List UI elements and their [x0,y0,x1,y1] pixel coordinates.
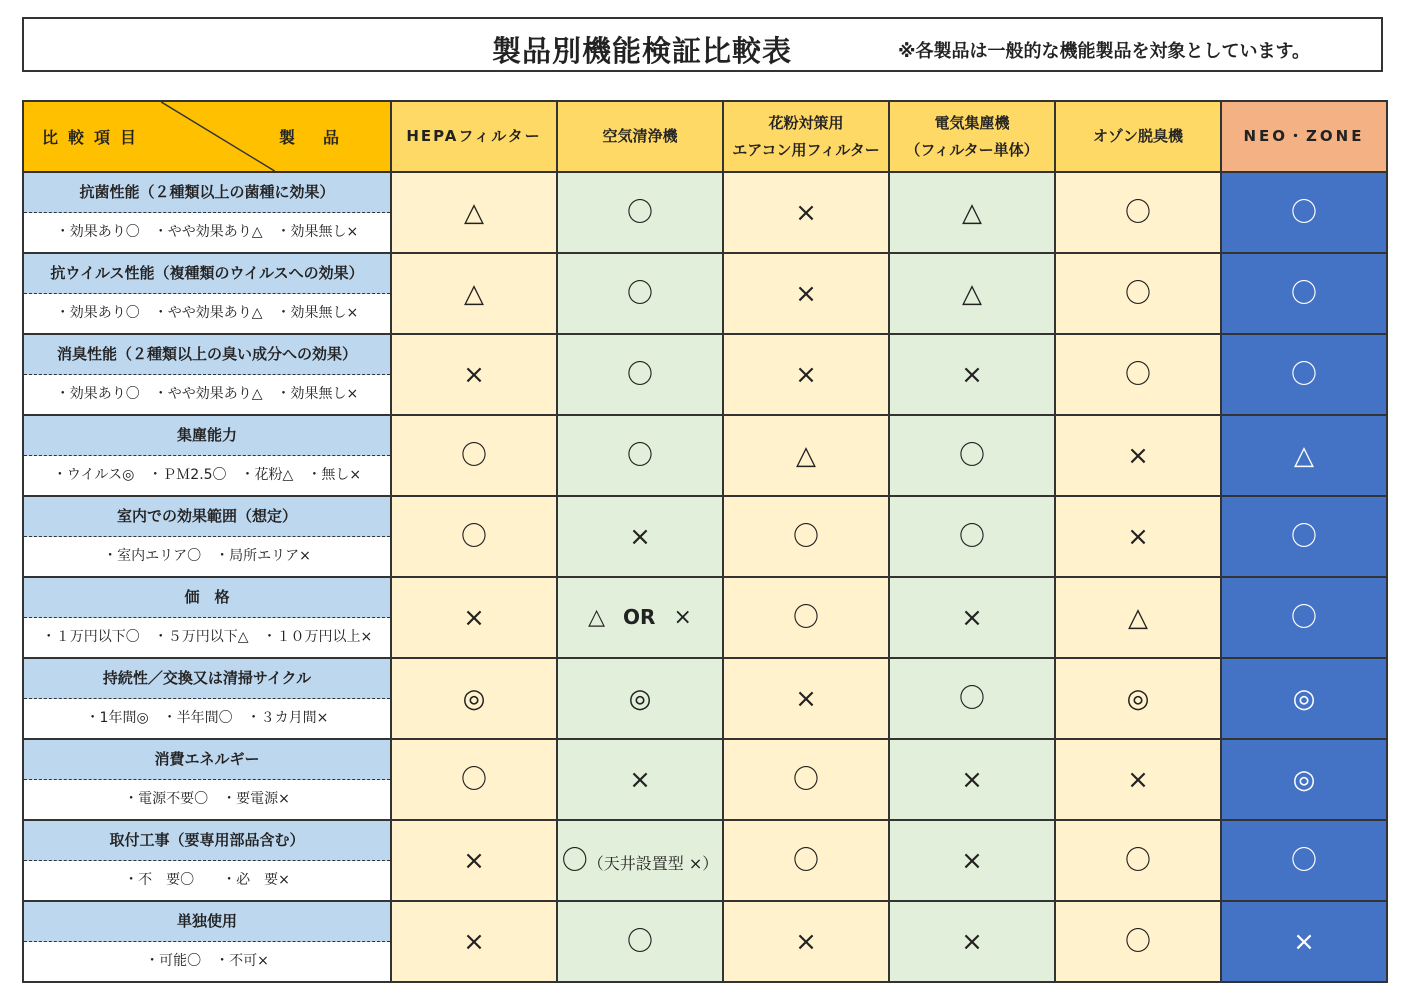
mark-cell [889,334,1055,415]
rating-mark: × [961,926,983,957]
mark-cell [889,253,1055,334]
rating-mark: × [463,359,485,390]
row-item-title: 抗ウイルス性能（複種類のウイルスへの効果） [24,254,390,294]
rating-mark: △ [1294,440,1314,471]
mark-cell [557,415,723,496]
mark-cell-neo [1221,820,1387,901]
row-label [23,172,391,253]
rating-mark: 〇 [1124,359,1151,390]
row-label [23,334,391,415]
row-item-title: 集塵能力 [24,416,390,456]
page-title: 製品別機能検証比較表 [492,34,793,68]
rating-mark: 〇 [1124,197,1151,228]
table-row [23,253,1387,334]
rating-mark: 〇 [1290,359,1317,390]
rating-mark: × [795,278,817,309]
product-name: オゾン脱臭機 [1092,127,1183,145]
row-item-title: 取付工事（要専用部品含む） [24,821,390,861]
row-item-title: 持続性／交換又は清掃サイクル [24,659,390,699]
corner-label-items: 比較項目 [42,128,147,147]
product-name: 電気集塵機 [934,113,1010,132]
mark-cell [723,415,889,496]
mark-cell [1055,901,1221,982]
mark-cell-neo [1221,739,1387,820]
product-name: HEPAフィルター [406,127,542,145]
header-row [23,101,1387,172]
row-criteria: ・電源不要〇 ・要電源× [24,780,390,819]
rating-mark: 〇 [460,764,487,795]
row-criteria: ・１万円以下〇 ・５万円以下△ ・１０万円以上× [24,618,390,657]
rating-mark: 〇 [1124,845,1151,876]
mark-cell [391,496,557,577]
mark-cell [889,496,1055,577]
row-label [23,253,391,334]
mark-cell [557,901,723,982]
rating-mark: 〇 [792,521,819,552]
mark-cell [391,172,557,253]
rating-mark: 〇 [626,926,653,957]
mark-cell [723,172,889,253]
rating-mark: × [795,197,817,228]
row-criteria: ・効果あり〇 ・やや効果あり△ ・効果無し× [24,375,390,414]
mark-cell [391,658,557,739]
mark-cell [557,172,723,253]
rating-mark: 〇 [1124,926,1151,957]
mark-cell [391,253,557,334]
mark-cell [889,577,1055,658]
install-note: （天井設置型 ×） [587,853,719,873]
rating-mark: × [1127,764,1149,795]
title-note: ※各製品は一般的な機能製品を対象としています。 [898,41,1311,62]
rating-mark: ◎ [1292,764,1316,795]
product-header-air-purifier [557,101,723,172]
rating-mark: × [795,926,817,957]
rating-mark: 〇 [626,278,653,309]
row-criteria: ・1年間◎ ・半年間〇 ・３カ月間× [24,699,390,738]
mark-cell-neo [1221,172,1387,253]
rating-mark: 〇 [1290,197,1317,228]
rating-mark: 〇 [1290,602,1317,633]
mark-cell [723,253,889,334]
table-row [23,577,1387,658]
mark-cell [723,577,889,658]
mark-cell [723,496,889,577]
mark-cell-install-note [557,820,723,901]
row-item-title: 抗菌性能（２種類以上の菌種に効果） [24,173,390,213]
mark-cell [889,415,1055,496]
row-label [23,415,391,496]
mark-cell [557,334,723,415]
row-label [23,739,391,820]
row-criteria: ・室内エリア〇 ・局所エリア× [24,537,390,576]
table-row [23,901,1387,982]
row-label [23,496,391,577]
mark-cell-neo [1221,901,1387,982]
rating-mark: 〇 [460,440,487,471]
product-header-hepa [391,101,557,172]
product-header-ozone [1055,101,1221,172]
rating-mark: △ [1128,602,1148,633]
row-label [23,820,391,901]
rating-mark: 〇 [1290,521,1317,552]
mark-cell-neo [1221,577,1387,658]
mark-cell [557,253,723,334]
mark-cell-price-range [557,577,723,658]
mark-cell [889,820,1055,901]
mark-cell [557,496,723,577]
rating-mark: ◎ [462,683,486,714]
rating-mark: × [961,764,983,795]
mark-cell [1055,253,1221,334]
row-criteria: ・ウイルス◎ ・ＰＭ2.5〇 ・花粉△ ・無し× [24,456,390,495]
comparison-table [22,100,1388,983]
rating-mark: × [795,359,817,390]
rating-mark: × [629,521,651,552]
row-label [23,577,391,658]
mark-cell [723,901,889,982]
mark-cell [391,901,557,982]
product-name: NEO・ZONE [1243,127,1365,145]
product-name: 空気清浄機 [602,127,678,145]
rating-mark: △ [962,197,982,228]
corner-header [23,101,391,172]
mark-cell [723,334,889,415]
mark-cell-neo [1221,496,1387,577]
table-row [23,739,1387,820]
rating-mark: 〇 [626,197,653,228]
mark-cell [889,658,1055,739]
row-item-title: 価 格 [24,578,390,618]
rating-mark: × [961,359,983,390]
product-name: 花粉対策用 [768,113,844,132]
product-header-electrostatic [889,101,1055,172]
rating-mark: × [673,605,692,630]
row-criteria: ・効果あり〇 ・やや効果あり△ ・効果無し× [24,294,390,333]
row-criteria: ・効果あり〇 ・やや効果あり△ ・効果無し× [24,213,390,252]
mark-cell [391,820,557,901]
mark-cell-neo [1221,253,1387,334]
mark-cell [1055,820,1221,901]
rating-mark: 〇 [1290,845,1317,876]
mark-cell [391,577,557,658]
rating-mark: × [1127,440,1149,471]
mark-cell-neo [1221,658,1387,739]
table-row [23,172,1387,253]
row-item-title: 室内での効果範囲（想定） [24,497,390,537]
rating-mark: × [463,845,485,876]
or-text: OR [623,605,656,629]
rating-mark: △ [796,440,816,471]
rating-mark: 〇 [626,359,653,390]
row-label [23,658,391,739]
corner-label-products: 製品 [279,128,368,147]
mark-cell [889,172,1055,253]
rating-mark: × [463,926,485,957]
rating-mark: × [961,845,983,876]
rating-mark: ◎ [628,683,652,714]
rating-mark: × [795,683,817,714]
mark-cell [889,901,1055,982]
rating-mark: 〇 [958,683,985,714]
table-row [23,415,1387,496]
rating-mark: 〇 [958,521,985,552]
mark-cell [391,334,557,415]
row-criteria: ・不 要〇 ・必 要× [24,861,390,900]
row-item-title: 単独使用 [24,902,390,942]
mark-cell [1055,415,1221,496]
rating-mark: 〇 [792,764,819,795]
table-row [23,334,1387,415]
mark-cell-neo [1221,334,1387,415]
mark-cell [1055,739,1221,820]
rating-mark: × [629,764,651,795]
mark-cell [889,739,1055,820]
rating-mark: △ [464,197,484,228]
rating-mark: × [1293,926,1315,957]
row-item-title: 消費エネルギー [24,740,390,780]
mark-cell [1055,334,1221,415]
table-row [23,658,1387,739]
rating-mark: × [463,602,485,633]
mark-cell-neo [1221,415,1387,496]
product-name-sub: エアコン用フィルター [732,140,880,159]
rating-mark: △ [588,605,606,630]
mark-cell [557,739,723,820]
product-name-sub: （フィルター単体） [905,140,1039,159]
title-box [22,17,1383,72]
mark-cell [723,739,889,820]
mark-cell [1055,658,1221,739]
rating-mark: ◎ [1126,683,1150,714]
mark-cell [723,820,889,901]
mark-cell [391,739,557,820]
product-header-pollen-filter [723,101,889,172]
mark-cell [557,658,723,739]
rating-mark: 〇 [626,440,653,471]
rating-mark: △ [464,278,484,309]
rating-mark: 〇 [958,440,985,471]
table-row [23,496,1387,577]
mark-cell [1055,172,1221,253]
row-item-title: 消臭性能（２種類以上の臭い成分への効果） [24,335,390,375]
mark-cell [391,415,557,496]
price-range-marks [588,605,692,630]
table-row [23,820,1387,901]
row-label [23,901,391,982]
rating-mark: 〇 [460,521,487,552]
product-header-neo-zone [1221,101,1387,172]
mark-cell [1055,577,1221,658]
mark-cell [723,658,889,739]
rating-mark: 〇 [1290,278,1317,309]
rating-mark: 〇 [1124,278,1151,309]
rating-mark: × [961,602,983,633]
row-criteria: ・可能〇 ・不可× [24,942,390,981]
rating-mark: × [1127,521,1149,552]
rating-mark: 〇 [792,845,819,876]
rating-mark: 〇 [561,845,588,876]
rating-mark: 〇 [792,602,819,633]
rating-mark: ◎ [1292,683,1316,714]
mark-cell [1055,496,1221,577]
rating-mark: △ [962,278,982,309]
